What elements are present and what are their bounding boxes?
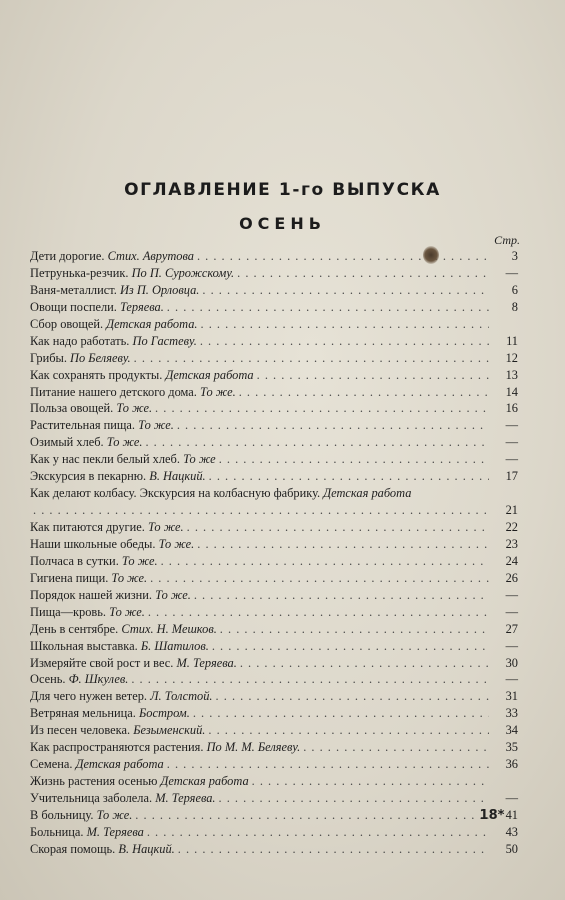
entry-author: То же. — [106, 435, 143, 450]
entry-author: Ф. Шкулев. — [68, 672, 129, 687]
toc-entry — [30, 451, 518, 468]
entry-author: То же. — [138, 418, 174, 433]
entry-page: — — [505, 638, 518, 653]
toc-entry — [30, 756, 518, 773]
entry-title: Из песен человека. — [30, 723, 131, 738]
entry-title: Сбор овощей. — [30, 316, 104, 331]
entry-author: Л. Толстой. — [150, 689, 213, 704]
entry-page: 24 — [505, 553, 518, 568]
toc-entry — [30, 841, 518, 858]
entry-page: 41 — [505, 807, 518, 822]
entry-page: 35 — [505, 740, 518, 755]
toc-entry — [30, 570, 518, 587]
entry-page: — — [505, 452, 518, 467]
entry-author: То же. — [200, 384, 236, 399]
entry-title: Петрунька-резчик. — [30, 265, 129, 280]
entry-author: То же. — [116, 401, 153, 416]
entry-page: 34 — [505, 723, 518, 738]
entry-author: По Беляеву. — [70, 350, 131, 365]
entry-title: Как сохранять продукты. — [30, 367, 163, 382]
entry-author: Детская работа — [165, 367, 254, 382]
entry-title: Больница. — [30, 824, 84, 839]
entry-title: Полчаса в сутки. — [30, 553, 119, 568]
toc-entry — [30, 722, 518, 739]
entry-title: Осень. — [30, 672, 66, 687]
entry-page: 36 — [505, 757, 518, 772]
entry-author: То же. — [147, 520, 184, 534]
entry-author: По М. М. Беляеву. — [206, 740, 301, 755]
toc-entry — [30, 367, 518, 384]
entry-author: Детская работа. — [106, 316, 198, 331]
entry-title: Питание нашего детского дома. — [30, 384, 197, 399]
entry-author: Детская работа — [75, 757, 164, 772]
entry-title: Как делают колбасу. Экскурсия на колбасную фабрику. — [30, 486, 321, 501]
entry-page: 16 — [505, 401, 518, 416]
toc-entry — [30, 417, 518, 434]
toc-entry — [30, 468, 518, 485]
entry-page: 13 — [505, 367, 518, 382]
page-column-header: Стр. — [494, 233, 520, 247]
entry-page: — — [505, 604, 518, 619]
entry-title: Измеряйте свой рост и вес. — [30, 655, 174, 670]
toc-entry — [30, 671, 518, 688]
entry-title: Как питаются другие. — [30, 520, 145, 534]
toc-entry — [30, 621, 518, 638]
entry-title: Польза овощей. — [30, 401, 114, 416]
entry-page: 33 — [505, 706, 518, 721]
entry-page: 31 — [505, 689, 518, 704]
entry-page: 17 — [505, 469, 518, 484]
entry-page: 22 — [505, 520, 518, 534]
entry-page: 43 — [505, 824, 518, 839]
entry-page: 26 — [505, 570, 518, 585]
entry-page: — — [505, 418, 518, 433]
toc-entry — [30, 265, 518, 282]
toc-entry — [30, 705, 518, 722]
entry-author: Безыменский. — [133, 723, 206, 738]
entry-page: — — [505, 791, 518, 805]
toc-entry — [30, 688, 518, 705]
toc-entry — [30, 604, 518, 621]
entry-page: 14 — [505, 384, 518, 399]
entry-author: Стих. Аврутова — [107, 249, 194, 263]
entry-title: Ваня-металлист. — [30, 282, 117, 297]
entry-title: Наши школьные обеды. — [30, 536, 156, 551]
toc-entry — [30, 434, 518, 451]
entry-page: 8 — [511, 299, 518, 314]
toc-entry — [30, 655, 518, 672]
entry-title: День в сентябре. — [30, 621, 119, 636]
toc-entry — [30, 824, 518, 841]
entry-title: Порядок нашей жизни. — [30, 587, 153, 602]
entry-title: Школьная выставка. — [30, 638, 138, 653]
entry-author: По П. Сурожскому. — [131, 265, 235, 280]
entry-author: То же. — [111, 570, 148, 585]
entry-page: 50 — [505, 841, 518, 856]
entry-title: В больницу. — [30, 807, 94, 822]
toc-entry — [30, 587, 518, 604]
entry-author: Детская работа — [323, 486, 412, 501]
entry-title: Пища—кровь. — [30, 604, 107, 619]
contents-title: ОГЛАВЛЕНИЕ 1-го ВЫПУСКА — [124, 180, 441, 200]
entry-author: Бостром. — [138, 706, 190, 721]
entry-title: Ветряная мельница. — [30, 706, 136, 721]
toc-entry — [30, 400, 518, 417]
toc-entry — [30, 638, 518, 655]
toc-entry — [30, 248, 518, 265]
entry-author: То же. — [109, 604, 145, 619]
toc-entry — [30, 282, 518, 299]
table-of-contents — [30, 248, 518, 858]
entry-author: По Гастеву. — [132, 333, 197, 348]
entry-author: Теряева. — [119, 299, 164, 314]
ink-stain — [423, 246, 439, 264]
toc-entry — [30, 790, 518, 807]
entry-author: То же. — [155, 587, 191, 602]
toc-entry — [30, 773, 518, 790]
entry-page: 3 — [511, 249, 518, 263]
entry-title: Как надо работать. — [30, 333, 130, 348]
entry-author: М. Теряева — [86, 824, 144, 839]
toc-entry — [30, 536, 518, 553]
section-heading: ОСЕНЬ — [239, 214, 326, 233]
entry-page: 27 — [505, 621, 518, 636]
entry-author: То же — [183, 452, 216, 467]
entry-page: 6 — [511, 282, 518, 297]
toc-entry — [30, 485, 518, 519]
entry-title: Грибы. — [30, 350, 67, 365]
entry-author: То же. — [96, 807, 133, 822]
entry-page: 12 — [505, 350, 518, 365]
entry-page: — — [505, 265, 518, 280]
entry-page: — — [505, 672, 518, 687]
entry-page: 21 — [505, 503, 518, 518]
entry-author: Стих. Н. Мешков. — [121, 621, 217, 636]
entry-title: Семена. — [30, 757, 73, 772]
toc-entry — [30, 519, 518, 536]
entry-page: 23 — [505, 536, 518, 551]
entry-author: М. Теряева. — [176, 655, 237, 670]
entry-author: М. Теряева. — [155, 791, 216, 805]
entry-author: Детская работа — [160, 774, 249, 789]
toc-entry — [30, 299, 518, 316]
entry-author: То же. — [121, 553, 158, 568]
entry-title: Учительница заболела. — [30, 791, 153, 805]
toc-entry — [30, 739, 518, 756]
entry-page: — — [505, 435, 518, 450]
toc-entry — [30, 553, 518, 570]
entry-title: Гигиена пищи. — [30, 570, 109, 585]
signature-mark: 18* — [479, 808, 505, 823]
entry-author: Б. Шатилов. — [140, 638, 209, 653]
entry-title: Для чего нужен ветер. — [30, 689, 148, 704]
entry-title: Озимый хлеб. — [30, 435, 104, 450]
entry-title: Скорая помощь. — [30, 841, 116, 856]
toc-entry — [30, 350, 518, 367]
entry-title: Жизнь растения осенью — [30, 774, 158, 789]
entry-author: В. Нацкий. — [149, 469, 206, 484]
entry-page: — — [505, 587, 518, 602]
toc-entry — [30, 333, 518, 350]
entry-title: Как распространяются растения. — [30, 740, 204, 755]
entry-title: Как у нас пекли белый хлеб. — [30, 452, 180, 467]
entry-title: Экскурсия в пекарню. — [30, 469, 147, 484]
entry-title: Растительная пища. — [30, 418, 136, 433]
toc-entry — [30, 807, 518, 824]
toc-entry — [30, 384, 518, 401]
entry-author: Из П. Орловца. — [119, 282, 200, 297]
entry-page: 11 — [506, 333, 518, 348]
toc-entry — [30, 316, 518, 333]
entry-author: В. Нацкий. — [118, 841, 175, 856]
entry-title: Овощи поспели. — [30, 299, 117, 314]
entry-author: То же. — [158, 536, 195, 551]
entry-page: 30 — [505, 655, 518, 670]
entry-title: Дети дорогие. — [30, 249, 105, 263]
